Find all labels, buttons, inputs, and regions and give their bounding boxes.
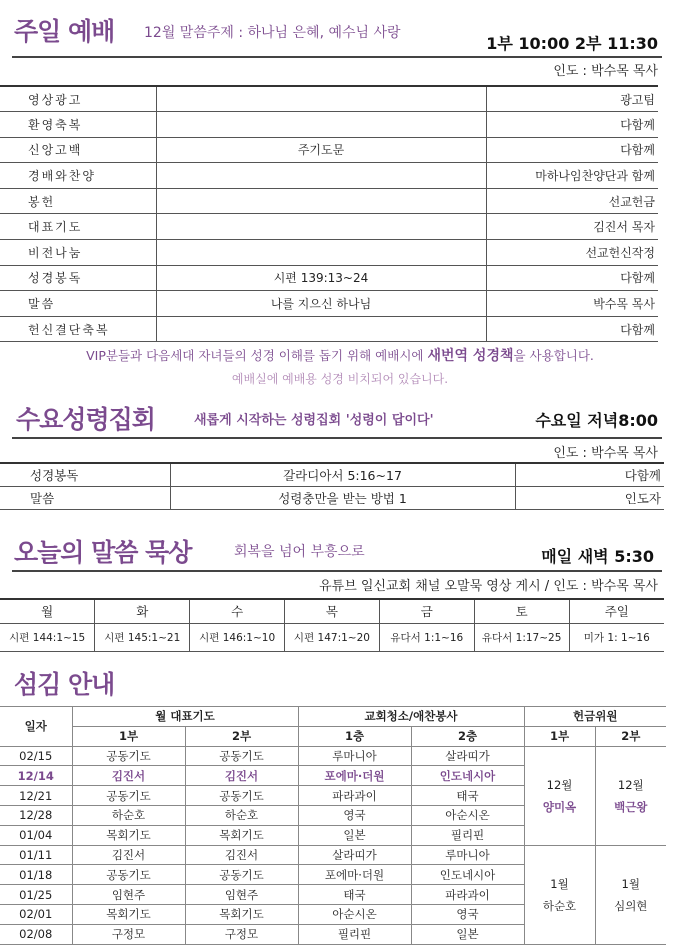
- weekday-header: 금: [379, 599, 474, 623]
- worship-detail: [156, 214, 486, 240]
- service-cell-p1: 공동기도: [72, 865, 185, 885]
- weekday-passage: 시편 147:1~20: [285, 623, 380, 651]
- service-cell-c2: 아순시온: [411, 805, 524, 825]
- weekday-header: 주일: [569, 599, 664, 623]
- header-cleaning: 교회청소/애찬봉사: [298, 707, 524, 727]
- worship-by: 다함께: [486, 265, 658, 291]
- weekday-passage: 유다서 1:1~16: [379, 623, 474, 651]
- service-cell-c1: 루마니아: [298, 746, 411, 766]
- note-text-end: 을 사용합니다.: [513, 348, 594, 363]
- weekday-passage: 시편 145:1~21: [95, 623, 190, 651]
- sunday-times: 1부 10:00 2부 11:30: [486, 34, 658, 53]
- worship-row: [0, 86, 658, 112]
- worship-label: 신앙고백: [0, 137, 156, 163]
- service-cell-date: 12/28: [0, 805, 72, 825]
- service-cell-c2: 인도네시아: [411, 766, 524, 786]
- worship-row: [0, 188, 658, 214]
- service-cell-c2: 루마니아: [411, 845, 524, 865]
- wednesday-order-table: [0, 462, 664, 510]
- service-cell-c1: 포에마·더원: [298, 865, 411, 885]
- worship-detail: [156, 188, 486, 214]
- service-cell-p1: 목회기도: [72, 904, 185, 924]
- meditation-info: 유튜브 일신교회 채널 오말묵 영상 게시 / 인도 : 박수목 목사: [319, 579, 658, 594]
- wednesday-time: 수요일 저녁8:00: [535, 411, 658, 430]
- service-cell-c1: 태국: [298, 885, 411, 905]
- worship-detail: [156, 86, 486, 112]
- meditation-week-table: [0, 598, 664, 652]
- worship-row: [0, 137, 658, 163]
- weekday-header: 수: [190, 599, 285, 623]
- service-cell-c1: 살라띠가: [298, 845, 411, 865]
- service-cell-p2: 하순호: [185, 805, 298, 825]
- service-cell-p2: 목회기도: [185, 825, 298, 845]
- service-cell-date: 01/04: [0, 825, 72, 845]
- worship-row: [0, 112, 658, 138]
- worship-detail: 나를 지으신 하나님: [156, 291, 486, 317]
- worship-row: [0, 265, 658, 291]
- service-cell-c2: 인도네시아: [411, 865, 524, 885]
- service-cell-c2: 영국: [411, 904, 524, 924]
- service-cell-c1: 포에마·더원: [298, 766, 411, 786]
- service-cell-p2: 구정모: [185, 924, 298, 944]
- service-cell-p1: 목회기도: [72, 825, 185, 845]
- service-title: 섬김 안내: [14, 670, 115, 699]
- meditation-subtitle: 회복을 넘어 부흥으로: [234, 544, 365, 560]
- worship-detail: [156, 112, 486, 138]
- weekday-passage: 시편 146:1~10: [190, 623, 285, 651]
- service-cell-c2: 파라과이: [411, 885, 524, 905]
- worship-label: 대표기도: [0, 214, 156, 240]
- wednesday-row: [0, 486, 664, 509]
- header-date: 일자: [0, 707, 72, 747]
- sunday-leader: 인도 : 박수목 목사: [553, 64, 658, 79]
- service-cell-date: 02/08: [0, 924, 72, 944]
- header-prayer: 월 대표기도: [72, 707, 298, 727]
- wednesday-subtitle: 새롭게 시작하는 성령집회 '성령이 답이다': [194, 413, 434, 428]
- offering-jan-month: 1월: [550, 876, 569, 891]
- service-cell-c1: 필리핀: [298, 924, 411, 944]
- offering-jan-name-1: 하순호: [542, 898, 577, 913]
- service-cell-c2: 필리핀: [411, 825, 524, 845]
- offering-dec-name-2: 백근왕: [614, 799, 648, 814]
- service-cell-p2: 공동기도: [185, 786, 298, 806]
- worship-label: 성경봉독: [0, 265, 156, 291]
- service-cell-p1: 하순호: [72, 805, 185, 825]
- worship-by: 박수목 목사: [486, 291, 658, 317]
- weekday-passage: 유다서 1:17~25: [474, 623, 569, 651]
- worship-row: [0, 214, 658, 240]
- wednesday-detail: 성령충만을 받는 방법 1: [170, 486, 515, 509]
- sunday-theme: 12월 말씀주제 : 하나님 은혜, 예수님 사랑: [144, 25, 401, 41]
- header-clean-2: 2층: [411, 726, 524, 746]
- service-cell-p1: 임현주: [72, 885, 185, 905]
- header-offer-1: 1부: [524, 726, 595, 746]
- service-cell-p1: 김진서: [72, 766, 185, 786]
- service-cell-date: 02/15: [0, 746, 72, 766]
- offering-jan-1: [524, 845, 595, 944]
- worship-label: 말씀: [0, 291, 156, 317]
- offering-jan-month-2: 1월: [621, 876, 640, 891]
- service-cell-c1: 아순시온: [298, 904, 411, 924]
- worship-row: [0, 163, 658, 189]
- sunday-title: 주일 예배: [14, 17, 115, 46]
- worship-by: 마하나임찬양단과 함께: [486, 163, 658, 189]
- worship-by: 선교헌금: [486, 188, 658, 214]
- worship-label: 헌신결단축복: [0, 316, 156, 342]
- service-row: [0, 845, 666, 865]
- service-cell-p1: 구정모: [72, 924, 185, 944]
- worship-label: 환영축복: [0, 112, 156, 138]
- weekday-header: 토: [474, 599, 569, 623]
- weekday-header: 목: [285, 599, 380, 623]
- worship-label: 봉헌: [0, 188, 156, 214]
- worship-label: 비전나눔: [0, 240, 156, 266]
- service-cell-p2: 김진서: [185, 766, 298, 786]
- note-bold: 새번역 성경책: [427, 348, 514, 364]
- weekday-passage: 미가 1: 1~16: [569, 623, 664, 651]
- header-offering: 헌금위원: [524, 707, 666, 727]
- worship-label: 경배와찬양: [0, 163, 156, 189]
- service-row: [0, 746, 666, 766]
- worship-detail: [156, 240, 486, 266]
- service-cell-date: 02/01: [0, 904, 72, 924]
- weekday-header: 화: [95, 599, 190, 623]
- service-cell-c2: 살라띠가: [411, 746, 524, 766]
- offering-dec-2: [595, 746, 666, 845]
- weekday-passage: 시편 144:1~15: [0, 623, 95, 651]
- sunday-order-table: [0, 85, 658, 342]
- wednesday-by: 다함께: [515, 463, 664, 486]
- meditation-time: 매일 새벽 5:30: [541, 547, 654, 566]
- header-clean-1: 1층: [298, 726, 411, 746]
- service-cell-p1: 공동기도: [72, 746, 185, 766]
- service-cell-date: 01/25: [0, 885, 72, 905]
- worship-by: 다함께: [486, 137, 658, 163]
- bible-note-2: 예배실에 예배용 성경 비치되어 있습니다.: [231, 372, 449, 386]
- worship-row: [0, 316, 658, 342]
- wednesday-title: 수요성령집회: [16, 405, 155, 434]
- service-cell-p1: 공동기도: [72, 786, 185, 806]
- wednesday-label: 말씀: [0, 486, 170, 509]
- worship-by: 광고팀: [486, 86, 658, 112]
- worship-by: 다함께: [486, 316, 658, 342]
- divider: [12, 437, 662, 439]
- bible-note: [0, 345, 680, 365]
- divider: [12, 56, 662, 58]
- worship-row: [0, 240, 658, 266]
- service-table: [0, 706, 666, 945]
- worship-detail: 시편 139:13~24: [156, 265, 486, 291]
- service-cell-p1: 김진서: [72, 845, 185, 865]
- wednesday-row: [0, 463, 664, 486]
- service-cell-date: 12/14: [0, 766, 72, 786]
- offering-dec-month-2: 12월: [617, 777, 644, 792]
- offering-dec-name-1: 양미옥: [542, 799, 577, 814]
- weekday-header: 월: [0, 599, 95, 623]
- note-text: VIP분들과 다음세대 자녀들의 성경 이해를 돕기 위해 예배시에: [86, 348, 428, 363]
- divider: [12, 570, 662, 572]
- service-cell-date: 01/11: [0, 845, 72, 865]
- header-prayer-2: 2부: [185, 726, 298, 746]
- wednesday-by: 인도자: [515, 486, 664, 509]
- service-cell-c2: 태국: [411, 786, 524, 806]
- service-cell-p2: 김진서: [185, 845, 298, 865]
- service-cell-p2: 공동기도: [185, 746, 298, 766]
- service-cell-p2: 임현주: [185, 885, 298, 905]
- worship-detail: [156, 316, 486, 342]
- service-cell-c1: 영국: [298, 805, 411, 825]
- worship-row: [0, 291, 658, 317]
- service-cell-p2: 공동기도: [185, 865, 298, 885]
- worship-by: 김진서 목자: [486, 214, 658, 240]
- wednesday-label: 성경봉독: [0, 463, 170, 486]
- service-cell-date: 01/18: [0, 865, 72, 885]
- offering-jan-name-2: 심의현: [614, 898, 648, 913]
- worship-by: 다함께: [486, 112, 658, 138]
- offering-dec-1: [524, 746, 595, 845]
- header-offer-2: 2부: [595, 726, 666, 746]
- header-prayer-1: 1부: [72, 726, 185, 746]
- wednesday-detail: 갈라디아서 5:16~17: [170, 463, 515, 486]
- offering-jan-2: [595, 845, 666, 944]
- service-cell-c2: 일본: [411, 924, 524, 944]
- service-cell-p2: 목회기도: [185, 904, 298, 924]
- worship-detail: 주기도문: [156, 137, 486, 163]
- worship-detail: [156, 163, 486, 189]
- wednesday-leader: 인도 : 박수목 목사: [553, 446, 658, 461]
- worship-label: 영상광고: [0, 86, 156, 112]
- meditation-title: 오늘의 말씀 묵상: [14, 538, 192, 567]
- service-cell-date: 12/21: [0, 786, 72, 806]
- service-cell-c1: 일본: [298, 825, 411, 845]
- service-cell-c1: 파라과이: [298, 786, 411, 806]
- worship-by: 선교헌신작정: [486, 240, 658, 266]
- offering-dec-month: 12월: [546, 777, 573, 792]
